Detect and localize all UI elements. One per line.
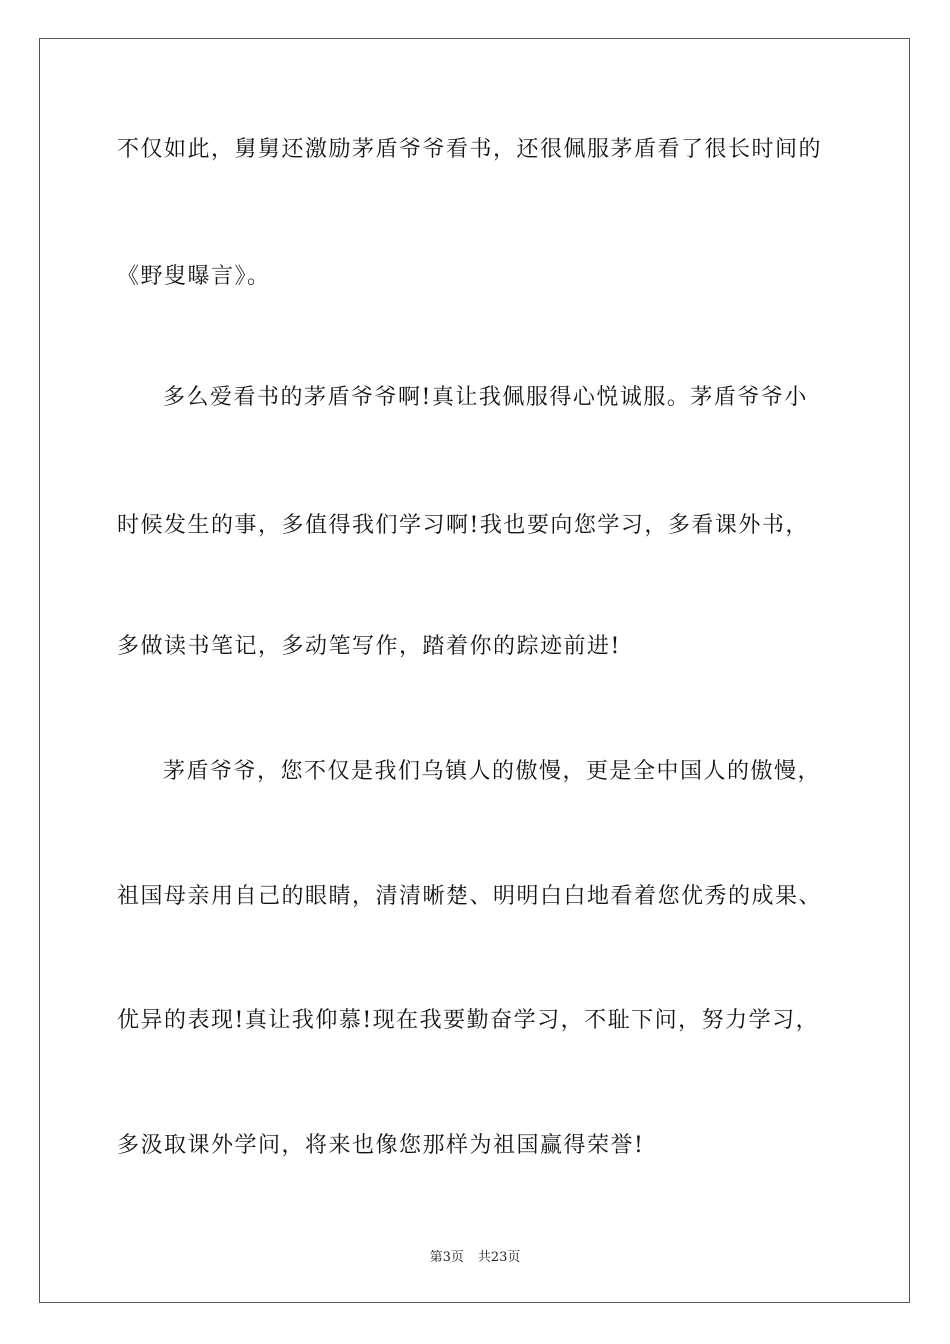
text-line: 多汲取课外学问，将来也像您那样为祖国赢得荣誉! — [117, 1133, 645, 1158]
text-line: 祖国母亲用自己的眼睛，清清晰楚、明明白白地看着您优秀的成果、 — [117, 884, 823, 909]
text-line: 时候发生的事，多值得我们学习啊!我也要向您学习，多看课外书， — [117, 513, 809, 538]
text-line: 优异的表现!真让我仰慕!现在我要勤奋学习，不耻下问，努力学习， — [117, 1008, 820, 1033]
page-footer — [0, 1250, 950, 1266]
page-number: 第3页 — [429, 1250, 464, 1265]
paragraph-start-line: 茅盾爷爷，您不仅是我们乌镇人的傲慢，更是全中国人的傲慢， — [163, 759, 822, 784]
text-line: 《野叟曝言》。 — [117, 264, 271, 289]
paragraph-start-line: 多么爱看书的茅盾爷爷啊!真让我佩服得心悦诚服。茅盾爷爷小 — [163, 385, 808, 410]
text-line: 不仅如此，舅舅还激励茅盾爷爷看书，还很佩服茅盾看了很长时间的 — [117, 137, 823, 162]
page-border — [39, 38, 910, 1303]
total-pages: 共23页 — [477, 1250, 521, 1265]
text-line: 多做读书笔记，多动笔写作，踏着你的踪迹前进! — [117, 634, 621, 659]
